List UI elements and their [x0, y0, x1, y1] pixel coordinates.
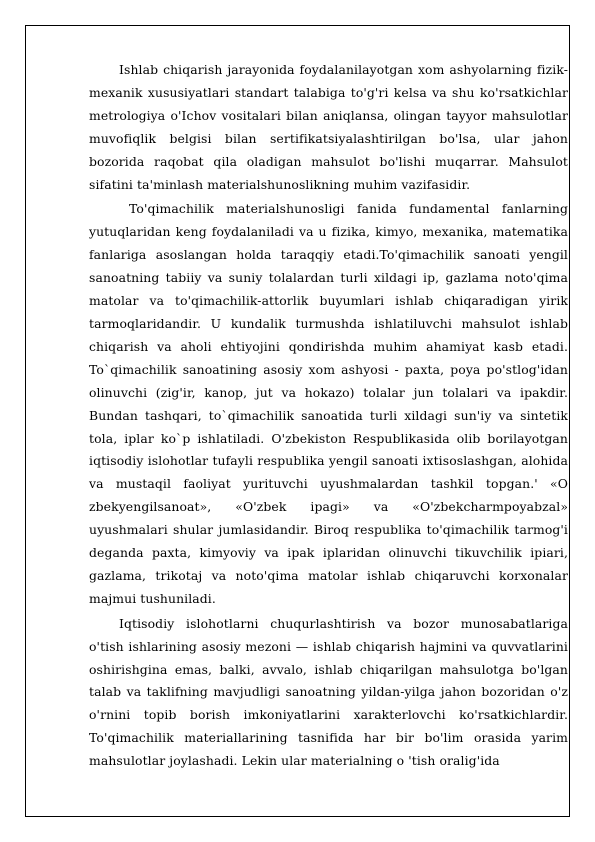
paragraph-2: To'qimachilik materialshunosligi fanida fundamental fanlarning yutuqlaridan keng foydalaniladi va u fizika, kimyo, mexanika, matematika fanlariga asoslangan holda taraqqiy etadi.To'qimachilik sanoati yengil sanoatning tabiiy va suniy tolalardan turli xildagi ip, gazlama noto'qima matolar va to'qimachilik-attorlik buyumlari ishlab chiqaradigan yirik tarmoqlaridandir. U kundalik turmushda ishlatiluvchi mahsulot ishlab chiqarish va aholi ehtiyojini qondirishda muhim ahamiyat kasb etadi. To`qimachilik sanoatining asosiy xom ashyosi - paxta, poya po'stlog'idan olinuvchi (zig'ir, kanop, jut va hokazo) tolalar jun tolalari va ipakdir. Bundan tashqari, to`qimachilik sanoatida turli xildagi sun'iy va sintetik tola, iplar ko`p ishlatiladi. O'zbekiston Respublikasida olib borilayotgan iqtisodiy islohotlar tufayli respublika yengil sanoati ixtisoslashgan, alohida va mustaqil faoliyat yurituvchi uyushmalardan tashkil topgan.' «O zbekyengilsanoat», «O'zbek ipagi» va «O'zbekcharmpoyabzal» uyushmalari shular jumlasidandir. Biroq respublika to'qimachilik tarmog'i deganda paxta, kimyoviy va ipak iplaridan olinuvchi tikuvchilik ipiari, gazlama, trikotaj va noto'qima matolar ishlab chiqaruvchi korxonalar majmui tushuniladi. [89, 201, 568, 606]
document-body [89, 59, 568, 773]
paragraph-1: Ishlab chiqarish jarayonida foydalanilayotgan xom ashyolarning fizik-mexanik xususiyatlari standart talabiga to'g'ri kelsa va shu ko'rsatkichlar metrologiya o'Ichov vositalari bilan aniqlansa, olingan tayyor mahsulotlar muvofiqlik belgisi bilan sertifikatsiyalashtirilgan bo'lsa, ular jahon bozorida raqobat qila oladigan mahsulot bo'lishi muqarrar. Mahsulot sifatini ta'minlash materialshunoslikning muhim vazifasidir. [89, 62, 568, 192]
paragraph-3: Iqtisodiy islohotlarni chuqurlashtirish va bozor munosabatlariga o'tish ishlarining asosiy mezoni — ishlab chiqarish hajmini va quvvatlarini oshirishgina emas, balki, avvalo, ishlab chiqarilgan mahsulotga bo'lgan talab va taklifning mavjudligi sanoatning yildan-yilga jahon bozoridan o'z o'rnini topib borish imkoniyatlarini xarakterlovchi ko'rsatkichlardir. To'qimachilik materiallarining tasnifida har bir bo'lim orasida yarim mahsulotlar joylashadi. Lekin ular materialning o 'tish oralig'ida [89, 615, 568, 769]
